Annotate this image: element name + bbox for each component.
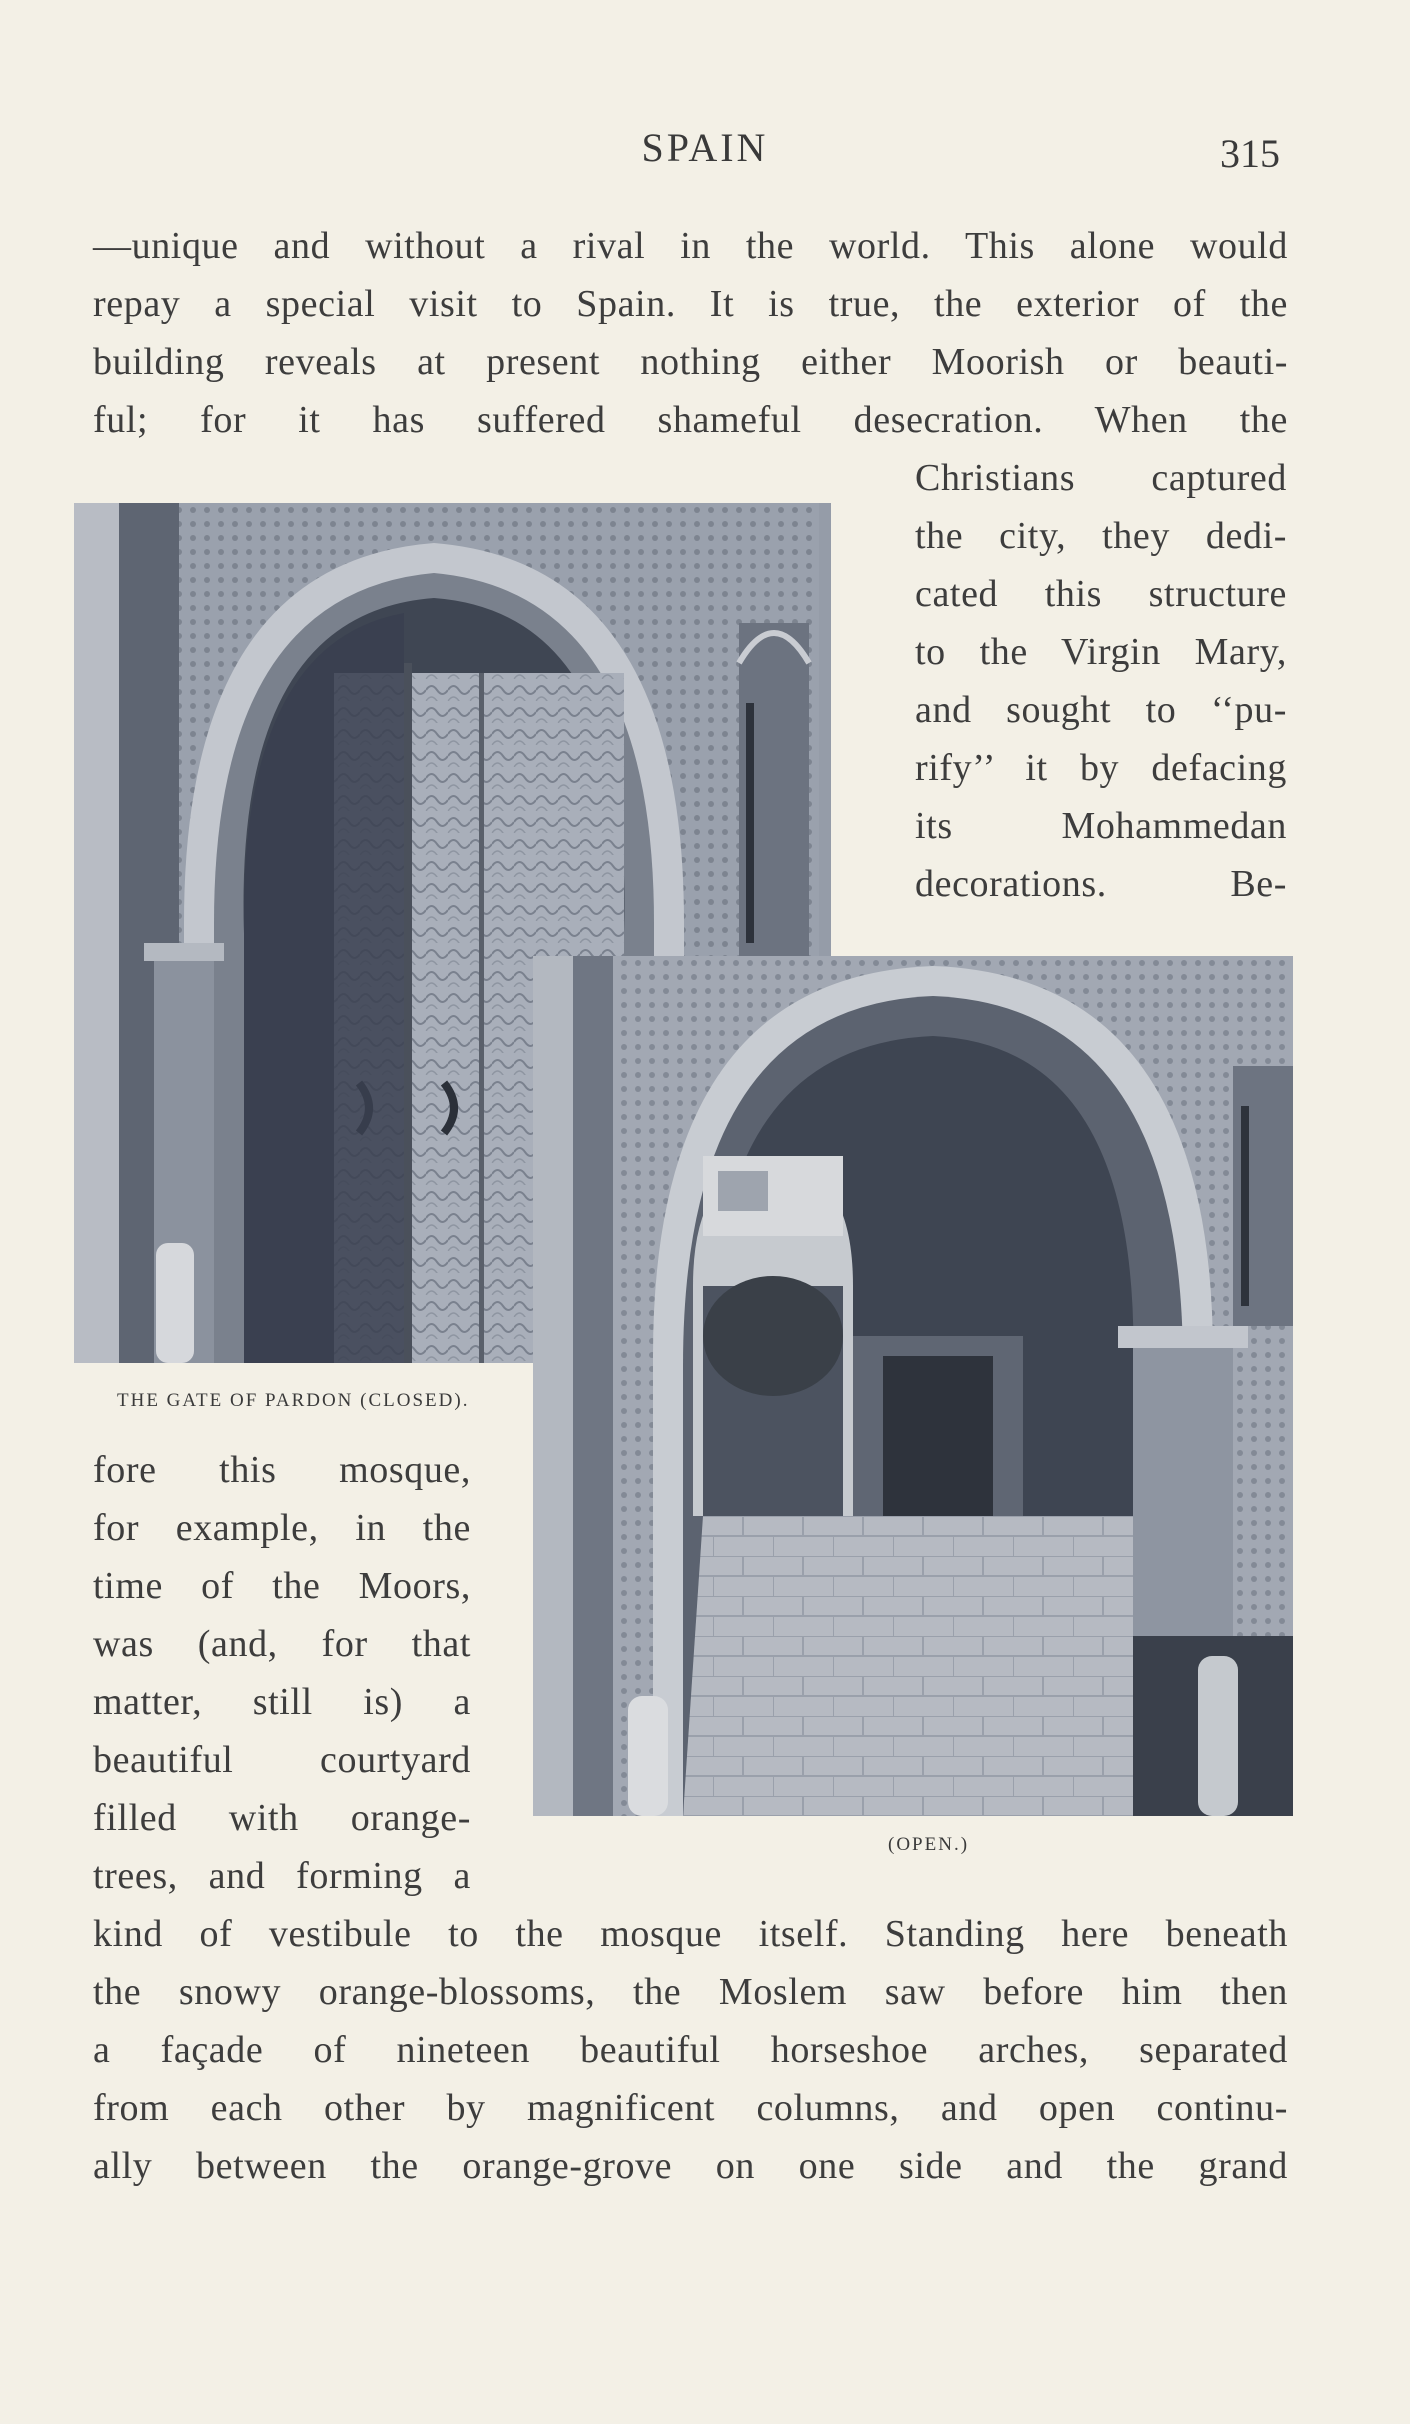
gate-open-illustration [533, 956, 1293, 1816]
text-line: and sought to ‘‘pu- [915, 689, 1287, 731]
text-line: ful; for it has suffered shameful desecration. When the [93, 399, 1288, 441]
text-line: Christians captured [915, 457, 1287, 499]
open-gate-caption: (OPEN.) [888, 1834, 970, 1855]
text-line: cated this structure [915, 573, 1287, 615]
text-line: time of the Moors, [93, 1565, 471, 1607]
text-line: fore this mosque, [93, 1449, 471, 1491]
text-line: trees, and forming a [93, 1855, 471, 1897]
text-line: to the Virgin Mary, [915, 631, 1287, 673]
page-number: 315 [1220, 131, 1280, 176]
text-line: for example, in the [93, 1507, 471, 1549]
text-line: building reveals at present nothing either Moorish or beauti- [93, 341, 1288, 383]
text-line: beautiful courtyard [93, 1739, 471, 1781]
text-line: was (and, for that [93, 1623, 471, 1665]
text-line: rify’’ it by defacing [915, 747, 1287, 789]
text-line: the snowy orange-blossoms, the Moslem saw before him then [93, 1971, 1288, 2013]
closed-gate-caption: THE GATE OF PARDON (CLOSED). [117, 1390, 470, 1411]
gate-open-photo [533, 956, 1293, 1816]
text-line: its Mohammedan [915, 805, 1287, 847]
text-line: the city, they dedi- [915, 515, 1287, 557]
text-line: —unique and without a rival in the world. This alone would [93, 225, 1288, 267]
text-line: matter, still is) a [93, 1681, 471, 1723]
text-line: ally between the orange-grove on one side and the grand [93, 2145, 1288, 2187]
text-line: repay a special visit to Spain. It is true, the exterior of the [93, 283, 1288, 325]
text-line: decorations. Be- [915, 863, 1287, 905]
text-line: a façade of nineteen beautiful horseshoe arches, separated [93, 2029, 1288, 2071]
running-head: SPAIN [641, 125, 769, 170]
text-line: from each other by magnificent columns, and open continu- [93, 2087, 1288, 2129]
text-line: filled with orange- [93, 1797, 471, 1839]
text-line: kind of vestibule to the mosque itself. Standing here beneath [93, 1913, 1288, 1955]
